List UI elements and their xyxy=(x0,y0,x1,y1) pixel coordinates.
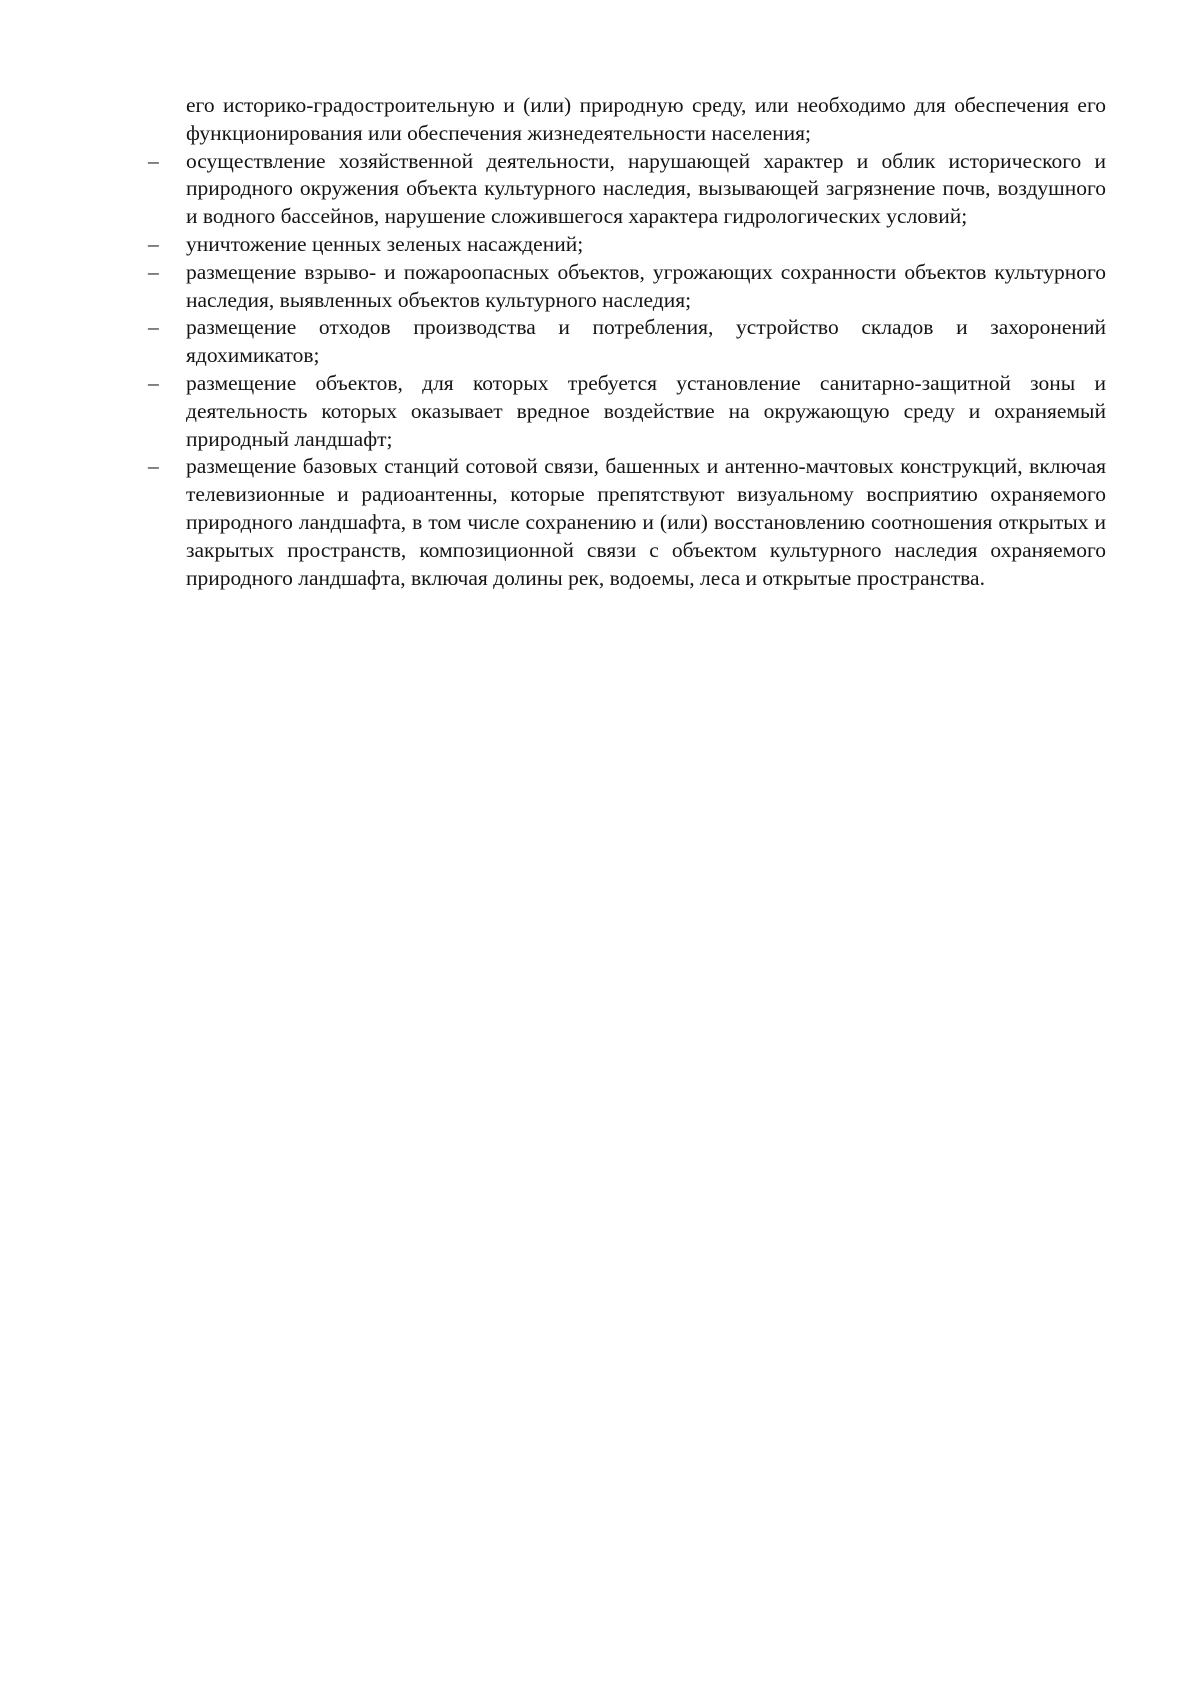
list-item xyxy=(148,314,1106,370)
list-item xyxy=(148,259,1106,315)
bullet-dash: – xyxy=(148,454,159,479)
bullet-dash: – xyxy=(148,315,159,340)
bullet-dash: – xyxy=(148,231,159,256)
list-item xyxy=(148,370,1106,453)
list-item xyxy=(148,148,1106,231)
list-item-text: уничтожение ценных зеленых насаждений; xyxy=(186,231,584,256)
list-item-text: размещение отходов производства и потребления, устройство складов и захоронений ядохимикатов; xyxy=(186,315,1106,368)
restrictions-list xyxy=(148,148,1106,593)
bullet-dash: – xyxy=(148,259,159,284)
list-item xyxy=(148,231,1106,259)
document-body xyxy=(148,92,1106,592)
bullet-dash: – xyxy=(148,370,159,395)
list-item xyxy=(148,453,1106,592)
continuation-paragraph: его историко-градостроительную и (или) природную среду, или необходимо для обеспечения его функционирования или обеспечения жизнедеятельности населения; xyxy=(186,93,1106,145)
list-item-text: размещение базовых станций сотовой связи, башенных и антенно-мачтовых конструкций, включая телевизионные и радиоантенны, которые препятствуют визуальному восприятию охраняемого природного ландшафта, в том числе сохранению и (или) восстановлению соотношения открытых и закрытых пространств, композиционной связи с объектом культурного наследия охраняемого природного ландшафта, включая долины рек, водоемы, леса и открытые пространства. xyxy=(186,454,1106,590)
list-item-text: осуществление хозяйственной деятельности, нарушающей характер и облик исторического и природного окружения объекта культурного наследия, вызывающей загрязнение почв, воздушного и водного бассейнов, нарушение сложившегося характера гидрологических условий; xyxy=(186,148,1106,229)
list-item-text: размещение объектов, для которых требуется установление санитарно-защитной зоны и деятельность которых оказывает вредное воздействие на окружающую среду и охраняемый природный ландшафт; xyxy=(186,370,1106,451)
bullet-dash: – xyxy=(148,148,159,173)
list-item-text: размещение взрыво- и пожароопасных объектов, угрожающих сохранности объектов культурного наследия, выявленных объектов культурного наследия; xyxy=(186,259,1106,312)
